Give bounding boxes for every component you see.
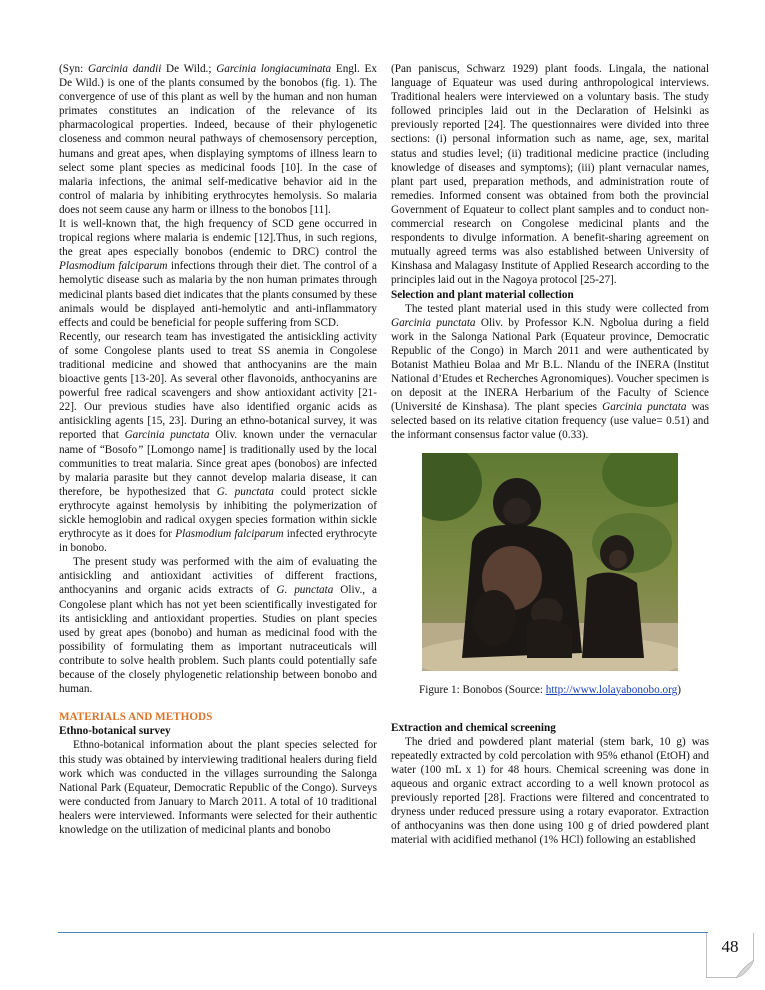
paragraph-aim [59, 555, 377, 696]
text: [Lomongo name] is traditionally used by the local communities to treat malaria. Since great apes (bonobos) are infected by malaria parasite but they cannot develop malaria disease, it can therefore, be hypothesized that [59, 443, 377, 498]
text: infected erythrocyte in bonobo. [59, 528, 377, 555]
text: infections through their diet. The control of a hemolytic disease such as malaria by the non human primates through medicinal plants based diet indicates that the plants consumed by these animals would be displayed anti-hemolytic and anti-inflammatory effects and could be beneficial for people suffering from SCD. [59, 260, 377, 329]
paragraph-scd [59, 217, 377, 330]
text: Oliv., a Congolese plant which has not yet been scientifically investigated for its antisickling and antioxidant properties. Studies on plant species used by great apes (bonobo) and human as medicinal food with the possibility of formulating them as important nutraceuticals will contribute to solve health problem. Such plants could potentially safe because of the closely phylogenetic relationship between bonobo and human. [59, 584, 377, 696]
subheading-extraction: Extraction and chemical screening [391, 721, 556, 734]
page-number: 48 [721, 937, 739, 956]
text: Oliv. by Professor K.N. Ngbolua during a field work in the Salonga National Park (Equateur province, Democratic Republic of the Congo) in March 2011 and were authenticated by Botanist Mathieu Bolaa and Mr B.L. Nlandu of the INERA (Institut National d’Etudes et Recherches Agronomiques). Voucher specimen is on deposit at the INERA Herbarium of the Faculty of Science (Université de Kinshasa). The plant species [391, 316, 709, 414]
right-column [391, 62, 709, 847]
text: De Wild.; [161, 63, 217, 75]
text: was selected based on its relative citation frequency (use value= 0.51) and the informant consensus factor value (0.33). [391, 401, 709, 442]
page-curl-icon [736, 960, 754, 978]
text: The tested plant material used in this study were collected from [405, 302, 709, 315]
caption-text: Figure 1: Bonobos (Source: [419, 683, 546, 696]
text: Engl. Ex De Wild.) is one of the plants consumed by the bonobos (fig. 1). The convergence of use of this plant as well by the human and non human primates constitutes an indication of the relevance of its pharmacological properties. Indeed, because of their phylogenetic closeness and common neural pathways of chemosensory perception, humans and great apes, when displaying symptoms of illness learn to select some plant species as medicinal foods [10]. In the case of malaria infections, the animal self-medicative behavior aid in the control of malaria by inhibiting erythrocytes hemolysis. So malaria does not seem cause any harm or illness to the bonobos [11]. [59, 63, 377, 216]
species-name: Garcinia punctata [124, 429, 210, 442]
text: Recently, our research team has investigated the antisickling activity of some Congolese plants used to treat SS anemia in Congolese traditional medicine and showed that anthocyanins are the main bioactive gents [13-20]. As several other flavonoids, anthocyanins are powerful free radical scavengers and show antioxidant activity [21-22]. Our previous studies have also identified organic acids as antisickling agents [15, 23]. During an ethno-botanical survey, it was reported that [59, 330, 377, 442]
paragraph-syn [59, 62, 377, 217]
species-name: Garcinia dandii [87, 63, 162, 75]
text: Oliv. known under the vernacular name of “Bosofo [59, 429, 377, 456]
figure-1 [391, 453, 709, 697]
bonobos-photo [422, 453, 678, 671]
species-name: Garcinia punctata [391, 316, 476, 329]
text: It is well-known that, the high frequency of SCD gene occurred in tropical regions where malaria is endemic [12].Thus, in such regions, the great apes especially bonobos (endemic to DRC) control the [59, 218, 377, 259]
paragraph-selection [391, 302, 709, 443]
caption-text: ) [677, 683, 681, 696]
species-name: G. punctata [276, 584, 334, 597]
species-name: Plasmodium falciparum [175, 528, 284, 541]
section-heading-materials: MATERIALS AND METHODS [59, 711, 213, 724]
paragraph-recently [59, 330, 377, 556]
paragraph-lingala: (Pan paniscus, Schwarz 1929) plant foods. Lingala, the national language of Equateur was used during anthropological interviews. Traditional healers were interviewed on a voluntary basis. The study followed principles laid out in the Declaration of Helsinki as previously reported [24]. The questionnaires were divided into three sections: (i) personal information such as name, age, sex, marital status and studies level; (ii) traditional medicine practice (including knowledge of diseases and symptoms); (iii) plant vernacular names, plant part used, preparation methods, and administration route of remedies. Informed consent was obtained from both the provincial Government of Equateur to collect plant samples and to conduct non-commercial research on Congolese medicinal plants and the respondents to divulge information. A benefit-sharing agreement on mutually agreed terms was also established between University of Kinshasa and Malagasy Institute of Applied Research according to the principles laid out in the Nagoya protocol [25-27]. [391, 63, 709, 287]
left-column [59, 62, 377, 837]
text: The present study was performed with the aim of evaluating the antisickling and antioxidant activities of different fractions, anthocyanins and organic acids extracts of [59, 556, 377, 597]
subheading-ethno: Ethno-botanical survey [59, 725, 171, 738]
species-name: Garcinia longiacuminata [216, 63, 332, 75]
footer-rule [58, 932, 708, 933]
source-link[interactable]: http://www.lolayabonobo.org [545, 683, 678, 696]
figure-caption [391, 683, 709, 697]
species-name: G. punctata [216, 485, 274, 498]
text: (Syn: [59, 63, 88, 75]
quote-mark: ” [137, 443, 144, 456]
text: could protect sickle erythrocyte against hemolysis by inhibiting the polymerization of sickle hemoglobin and radical oxygen species formation within sickle erythrocyte as it does for [59, 485, 378, 541]
paragraph-extraction: The dried and powdered plant material (stem bark, 10 g) was repeatedly extracted by cold percolation with 95% ethanol (EtOH) and water (100 mL x 1) for 48 hours. Chemical screening was done in aqueous and organic extract according to a well known protocol as previously reported [28]. Fractions were filtered and concentrated to dryness under reduced pressure using a rotary evaporator. Extraction of anthocyanins was then done using 100 g of dried powdered plant material with acidified methanol (1% HCl) following an established [391, 735, 709, 847]
subheading-selection: Selection and plant material collection [391, 288, 574, 301]
paragraph-ethno: Ethno-botanical information about the plant species selected for this study was obtained by interviewing traditional healers during field work which was conducted in the villages surrounding the Salonga National Park (Equateur, Democratic Republic of the Congo). Surveys were conducted from January to March 2011. A total of 10 traditional healers were interviewed. Informants were selected for their authentic knowledge on the utilization of medicinal plants and bonobo [59, 739, 377, 836]
species-name: Garcinia punctata [602, 401, 687, 414]
page-number-box [706, 933, 754, 978]
species-name: Plasmodium falciparum [59, 260, 168, 273]
